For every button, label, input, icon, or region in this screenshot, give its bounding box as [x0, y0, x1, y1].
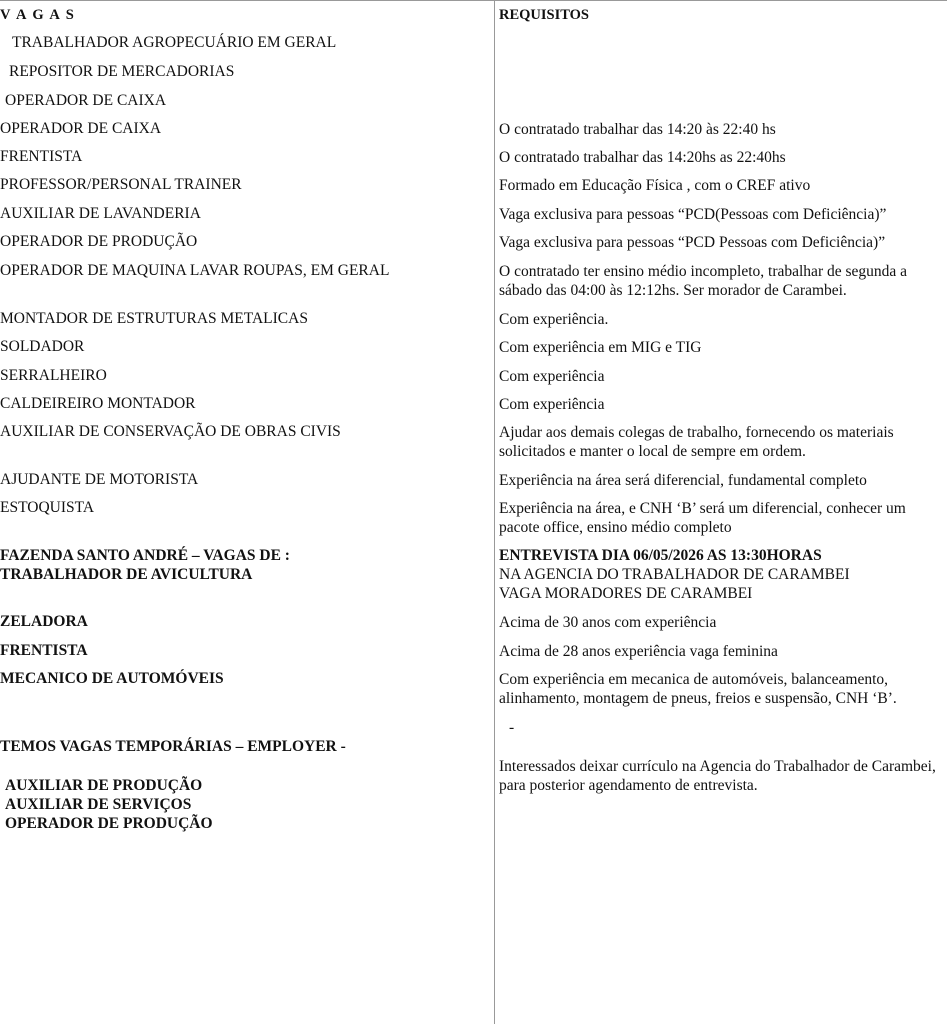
job-title: OPERADOR DE CAIXA	[0, 120, 162, 137]
job-title: SOLDADOR	[0, 338, 85, 355]
job-title: SERRALHEIRO	[0, 367, 107, 384]
job-title: OPERADOR DE CAIXA	[5, 92, 167, 109]
job-requirement: Com experiência em mecanica de automóveis, balanceamento, alinhamento, montagem de pneus, freios e suspensão, CNH ‘B’.	[499, 671, 897, 707]
job-requirement: Acima de 28 anos experiência vaga feminina	[499, 643, 778, 660]
job-requirement: O contratado ter ensino médio incompleto, trabalhar de segunda a sábado das 04:00 às 12:12hs. Ser morador de Carambei.	[499, 263, 908, 299]
job-requirement: Vaga exclusiva para pessoas “PCD Pessoas com Deficiência)”	[499, 234, 886, 251]
job-title: MECANICO DE AUTOMÓVEIS	[0, 670, 224, 687]
temp-job: AUXILIAR DE PRODUÇÃO	[5, 777, 203, 794]
job-requirement: O contratado trabalhar das 14:20 às 22:40 hs	[499, 121, 776, 138]
job-title: TRABALHADOR AGROPECUÁRIO EM GERAL	[12, 34, 337, 51]
job-requirement: Acima de 30 anos com experiência	[499, 614, 717, 631]
column-divider	[494, 0, 495, 1024]
job-requirement: Com experiência	[499, 396, 605, 413]
job-title: OPERADOR DE PRODUÇÃO	[0, 233, 198, 250]
job-title: AUXILIAR DE CONSERVAÇÃO DE OBRAS CIVIS	[0, 423, 341, 440]
job-title: FRENTISTA	[0, 642, 88, 659]
job-requirement: Vaga exclusiva para pessoas “PCD(Pessoas com Deficiência)”	[499, 206, 887, 223]
job-title: OPERADOR DE MAQUINA LAVAR ROUPAS, EM GERAL	[0, 262, 390, 279]
vagas-header: V A G A S	[0, 7, 76, 23]
temp-job: OPERADOR DE PRODUÇÃO	[5, 815, 213, 832]
fazenda-heading: FAZENDA SANTO ANDRÉ – VAGAS DE :	[0, 547, 290, 564]
entrevista-moradores: VAGA MORADORES DE CARAMBEI	[499, 585, 753, 602]
temp-job: AUXILIAR DE SERVIÇOS	[5, 796, 192, 813]
job-title: FRENTISTA	[0, 148, 83, 165]
job-requirement: Com experiência	[499, 368, 605, 385]
entrevista-location: NA AGENCIA DO TRABALHADOR DE CARAMBEI	[499, 566, 850, 583]
job-requirement: Experiência na área será diferencial, fundamental completo	[499, 472, 867, 489]
job-requirement: Com experiência.	[499, 311, 609, 328]
job-title: AJUDANTE DE MOTORISTA	[0, 471, 199, 488]
dash-separator: -	[509, 719, 515, 736]
entrevista-date: ENTREVISTA DIA 06/05/2026 AS 13:30HORAS	[499, 547, 822, 564]
job-requirement: O contratado trabalhar das 14:20hs as 22:40hs	[499, 149, 786, 166]
job-title: REPOSITOR DE MERCADORIAS	[9, 63, 235, 80]
job-requirement: Formado em Educação Física , com o CREF ativo	[499, 177, 811, 194]
job-title: PROFESSOR/PERSONAL TRAINER	[0, 176, 242, 193]
requisitos-header: REQUISITOS	[499, 7, 589, 23]
job-title: ZELADORA	[0, 613, 88, 630]
job-requirement: Com experiência em MIG e TIG	[499, 339, 702, 356]
job-title: CALDEIREIRO MONTADOR	[0, 395, 196, 412]
interessados-note: Interessados deixar currículo na Agencia do Trabalhador de Carambei, para posterior agendamento de entrevista.	[499, 758, 936, 794]
job-requirement: Experiência na área, e CNH ‘B’ será um diferencial, conhecer um pacote office, ensino médio completo	[499, 500, 906, 536]
fazenda-job: TRABALHADOR DE AVICULTURA	[0, 566, 253, 583]
job-title: AUXILIAR DE LAVANDERIA	[0, 205, 201, 222]
job-requirement: Ajudar aos demais colegas de trabalho, fornecendo os materiais solicitados e manter o local de sempre em ordem.	[499, 424, 894, 460]
job-title: MONTADOR DE ESTRUTURAS METALICAS	[0, 310, 308, 327]
temporarias-heading: TEMOS VAGAS TEMPORÁRIAS – EMPLOYER -	[0, 738, 346, 755]
job-title: ESTOQUISTA	[0, 499, 95, 516]
top-border	[0, 0, 947, 1]
